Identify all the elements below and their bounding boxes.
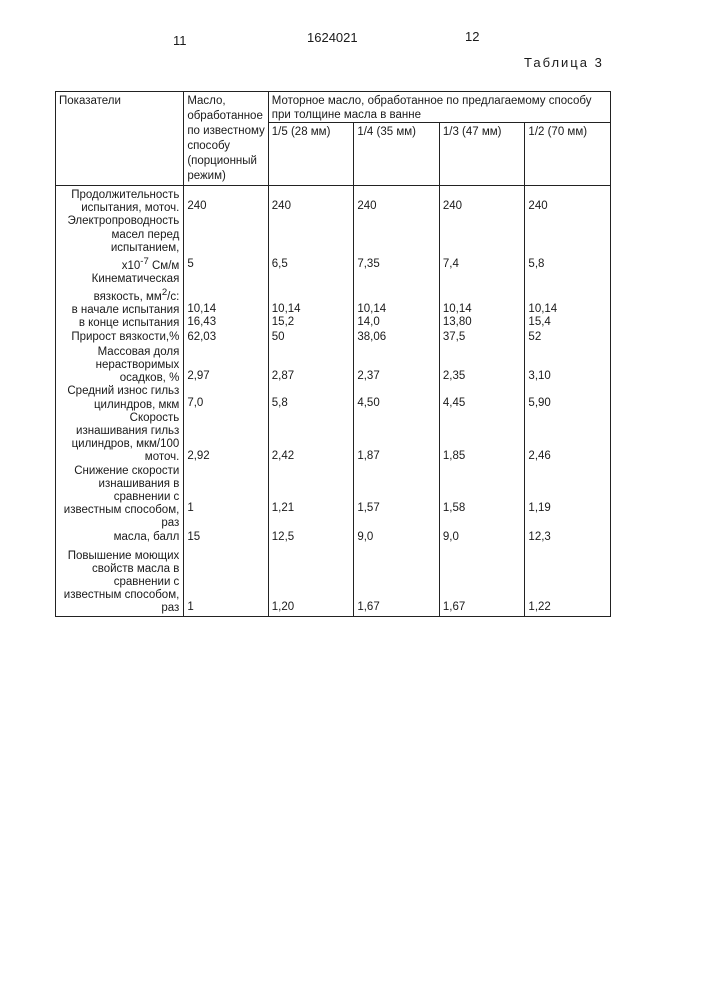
cell-value: 5,8 [525,215,611,273]
header-proposed-method-label: Моторное масло, обработанное по предлагаемому способу при толщине масла в ванне [271,95,592,121]
cell-value: 240 [354,186,440,216]
cell-value: 2,35 [439,346,525,386]
cell-value: 1 [184,546,268,617]
cell-value-pair [439,273,525,331]
cell-value: 1,87 [354,412,440,465]
cell-value: 240 [439,186,525,216]
table-row [56,186,611,216]
row-label-viscosity-main: Кинематическая вязкость, мм [91,273,180,304]
row-label-insoluble-deposits: Массовая доля нерастворимых осадков, % [56,346,184,386]
cell-value: 37,5 [439,331,525,346]
cell-value: 1,19 [525,465,611,531]
table-title: Таблица 3 [524,55,604,70]
table-row [56,346,611,386]
row-label-viscosity-start: в начале испытания [71,304,180,317]
row-label-oil-score: масла, балл [56,531,184,546]
table-row [56,465,611,531]
row-label-viscosity [56,273,184,331]
row-label-conductivity-main: Электропроводность масел перед испытанием, [67,215,180,254]
table-row [56,531,611,546]
cell-value: 1,21 [268,465,354,531]
table-row [56,385,611,411]
cell-value-pair [184,273,268,331]
header-known-method-label: Масло, обработанное по известному способу (порционный режим) [187,95,265,182]
header-thickness-4: 1/2 (70 мм) [525,123,611,186]
page-number-right: 12 [465,29,480,44]
row-label-wear-reduction: Снижение скорости изнашивания в сравнении с известным способом, раз [56,465,184,531]
cell-value: 7,0 [184,385,268,411]
row-label-conductivity-unit-exp: -7 [140,256,149,268]
cell-value: 1,57 [354,465,440,531]
table-row [56,273,611,331]
cell-value: 240 [184,186,268,216]
cell-value: 2,37 [354,346,440,386]
table-row [56,331,611,346]
cell-value: 4,45 [439,385,525,411]
header-indicators-label: Показатели [59,95,121,107]
page-number-left: 11 [173,33,187,48]
data-table [55,91,611,617]
cell-value: 1,58 [439,465,525,531]
cell-value: 2,97 [184,346,268,386]
header-thickness-2: 1/4 (35 мм) [354,123,440,186]
cell-value-start: 10,14 [528,302,558,315]
cell-value: 240 [525,186,611,216]
cell-value: 5 [184,215,268,273]
cell-value: 1,67 [439,546,525,617]
cell-value: 1,85 [439,412,525,465]
cell-value: 12,5 [268,531,354,546]
cell-value: 38,06 [354,331,440,346]
cell-value-end: 15,2 [271,315,295,328]
cell-value: 5,8 [268,385,354,411]
cell-value-end: 13,80 [442,315,472,328]
header-indicators [56,92,184,186]
header-known-method [184,92,268,186]
cell-value: 240 [268,186,354,216]
cell-value-pair [268,273,354,331]
cell-value-start: 10,14 [271,302,301,315]
cell-value: 1,67 [354,546,440,617]
cell-value: 1 [184,465,268,531]
cell-value: 4,50 [354,385,440,411]
table-row [56,412,611,465]
cell-value-start: 10,14 [442,302,472,315]
cell-value: 1,20 [268,546,354,617]
row-label-duration: Продолжительность испытания, моточ. [56,186,184,216]
header-thickness-3: 1/3 (47 мм) [439,123,525,186]
row-label-conductivity [56,215,184,273]
cell-value: 3,10 [525,346,611,386]
row-label-average-wear: Средний износ гильз цилиндров, мкм [56,385,184,411]
cell-value: 50 [268,331,354,346]
table-row [56,546,611,617]
table-row [56,215,611,273]
cell-value: 2,87 [268,346,354,386]
row-label-wear-rate: Скорость изнашивания гильз цилиндров, мкм/100 моточ. [56,412,184,465]
cell-value-end: 16,43 [187,315,217,328]
cell-value-start: 10,14 [357,302,387,315]
cell-value: 1,22 [525,546,611,617]
table-header-row [56,92,611,123]
cell-value: 52 [525,331,611,346]
cell-value: 62,03 [184,331,268,346]
cell-value: 5,90 [525,385,611,411]
cell-value: 15 [184,531,268,546]
row-label-viscosity-end: в конце испытания [78,317,180,330]
cell-value-start: 10,14 [187,302,217,315]
cell-value: 2,92 [184,412,268,465]
row-label-viscosity-exp: 2 [161,287,168,299]
cell-value-pair [525,273,611,331]
cell-value: 12,3 [525,531,611,546]
cell-value: 9,0 [439,531,525,546]
row-label-conductivity-unit-prefix: х10 [121,259,141,272]
row-label-detergent-properties: Повышение моющих свойств масла в сравнении с известным способом, раз [56,546,184,617]
header-proposed-method [268,92,610,123]
row-label-conductivity-unit-suffix: См/м [148,259,180,272]
cell-value: 2,46 [525,412,611,465]
cell-value-pair [354,273,440,331]
cell-value: 9,0 [354,531,440,546]
row-label-viscosity-after: /с: [167,291,180,304]
cell-value-end: 15,4 [528,315,551,328]
cell-value: 2,42 [268,412,354,465]
header-thickness-1: 1/5 (28 мм) [268,123,354,186]
row-label-viscosity-growth: Прирост вязкости,% [56,331,184,346]
cell-value: 7,35 [354,215,440,273]
cell-value-end: 14,0 [357,315,380,328]
document-number: 1624021 [307,30,358,45]
cell-value: 6,5 [268,215,354,273]
cell-value: 7,4 [439,215,525,273]
